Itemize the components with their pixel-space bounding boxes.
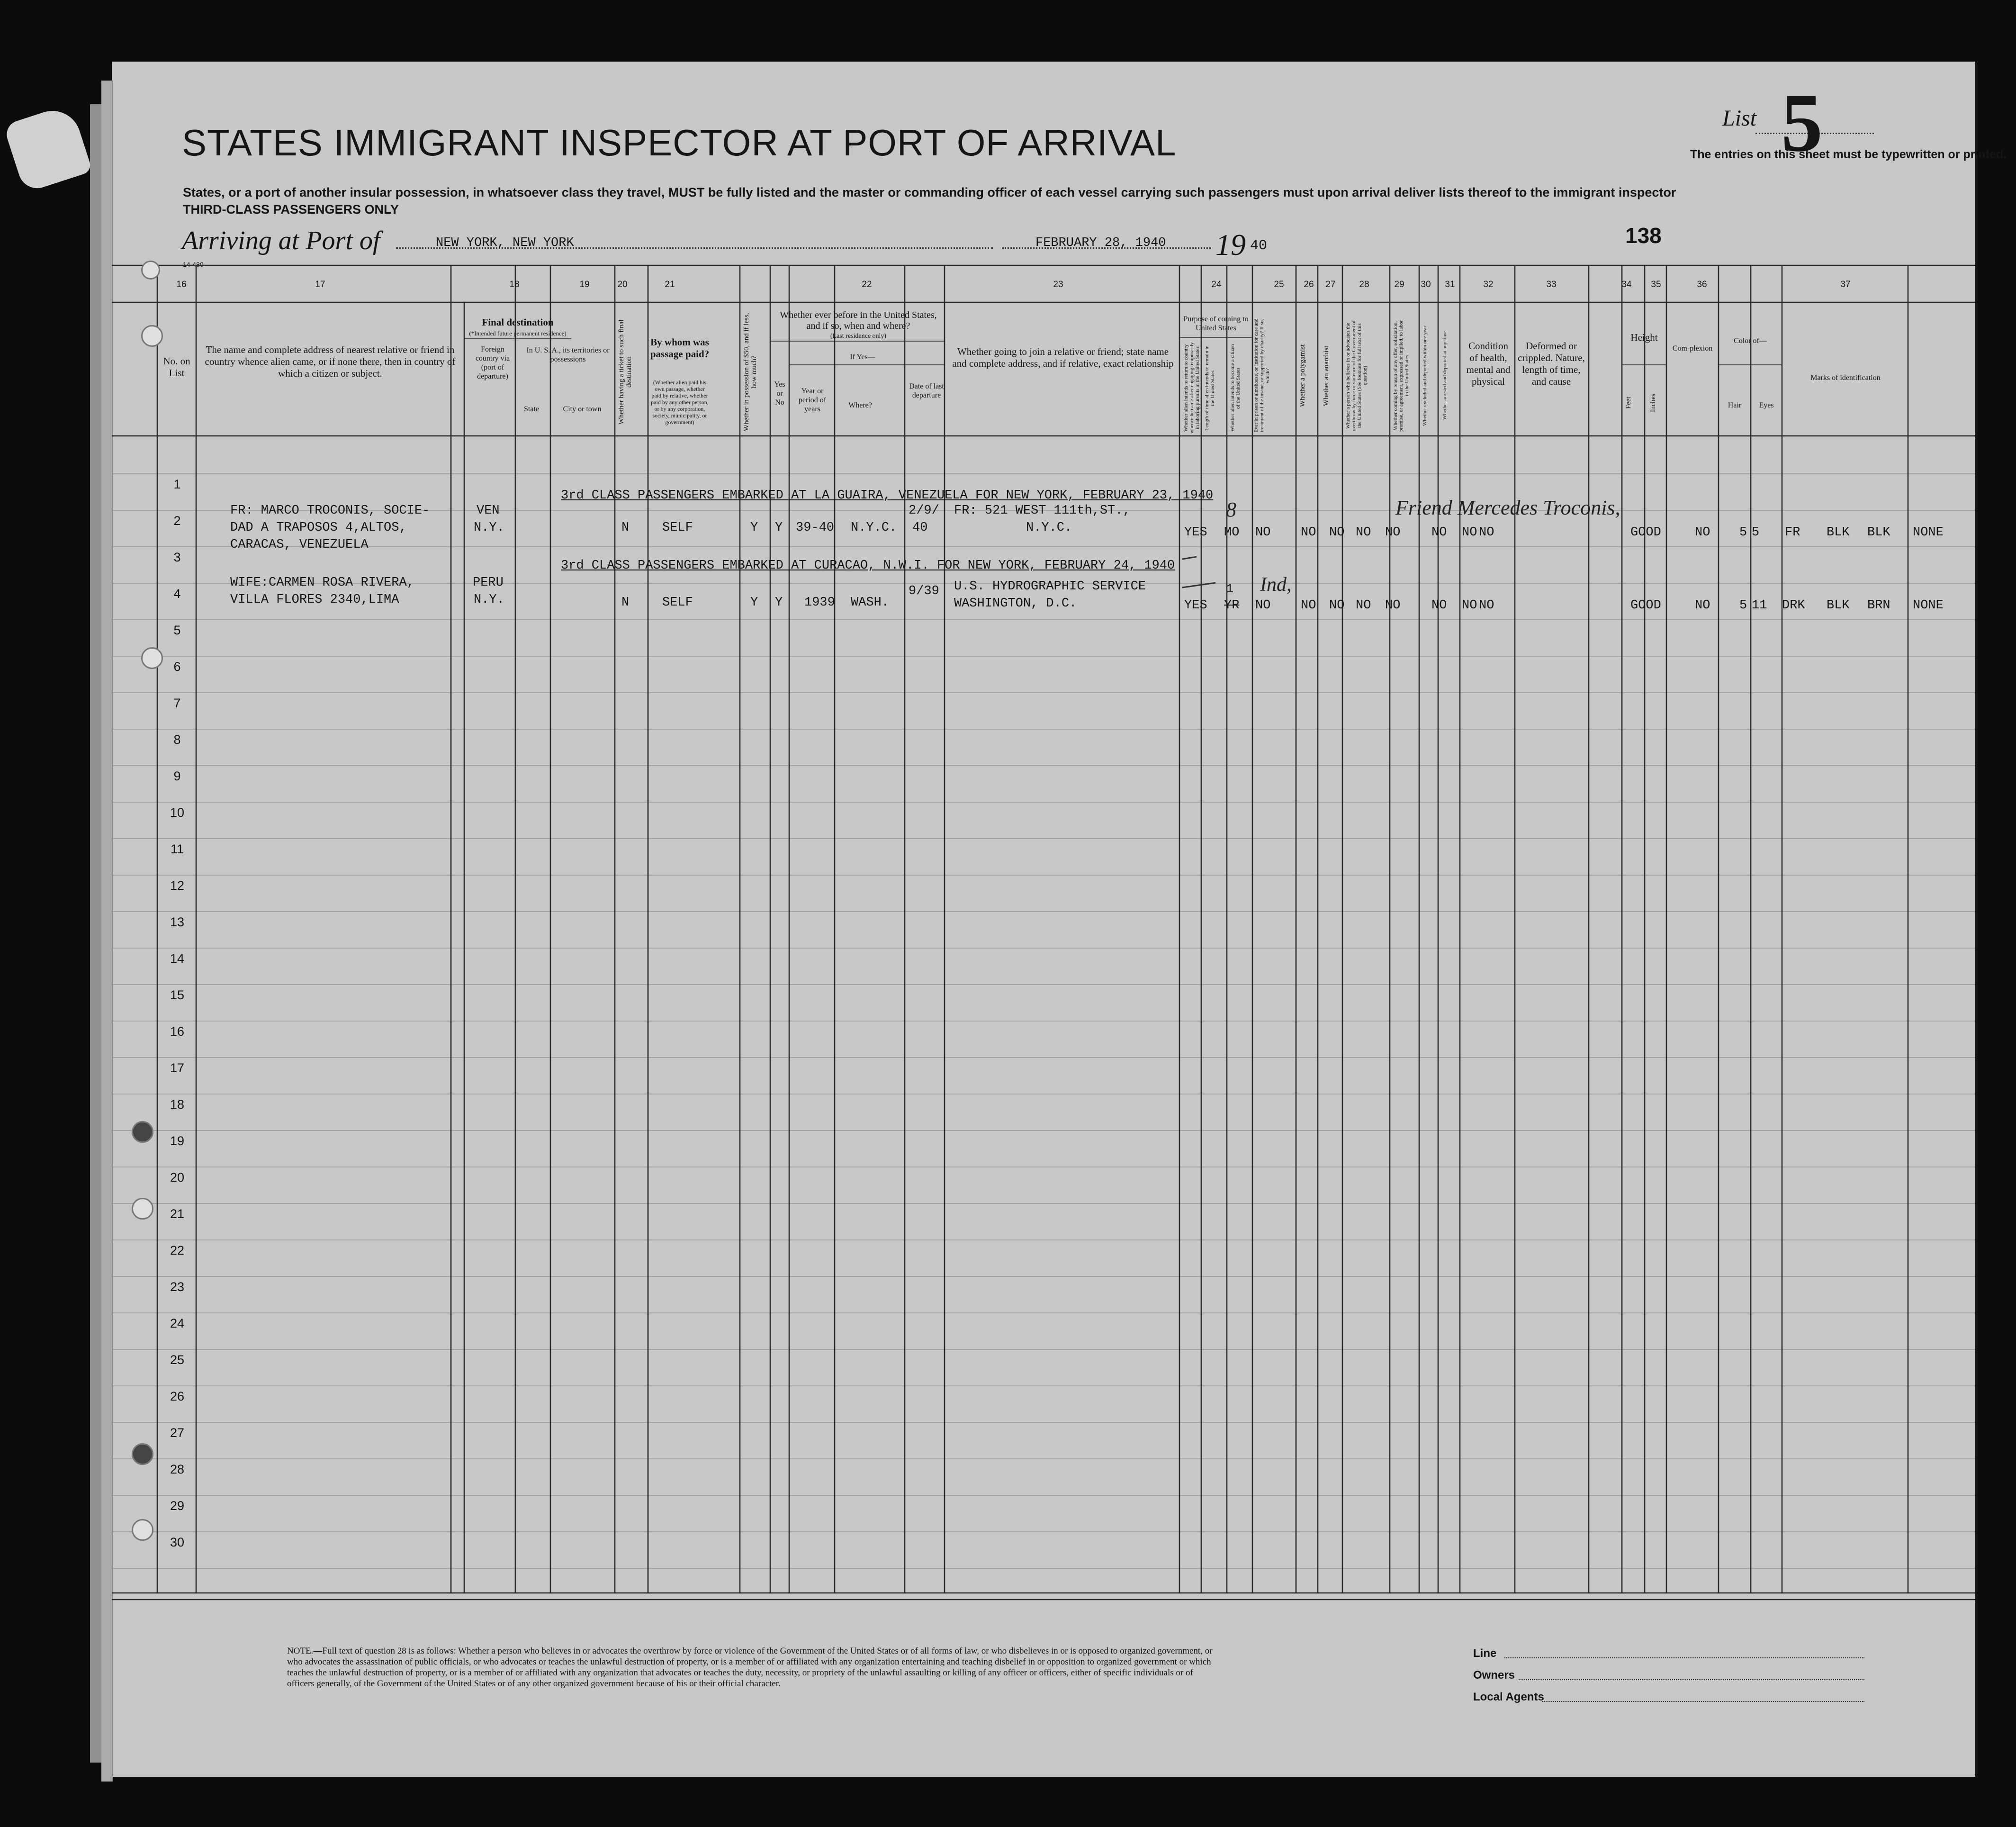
polygamist: NO bbox=[1329, 525, 1345, 540]
col-num: 30 bbox=[1421, 280, 1431, 289]
ticket: N bbox=[621, 521, 630, 535]
anarchist: NO bbox=[1356, 598, 1371, 613]
col-num: 32 bbox=[1483, 280, 1494, 289]
where: N.Y.C. bbox=[851, 521, 897, 535]
col-num: 35 bbox=[1651, 280, 1661, 289]
col-num: 29 bbox=[1394, 280, 1404, 289]
hair: BLK bbox=[1827, 525, 1850, 540]
row-number: 27 bbox=[170, 1426, 185, 1440]
join-city: N.Y.C. bbox=[1026, 521, 1072, 535]
purpose-b: 8 bbox=[1226, 498, 1236, 521]
list-note: The entries on this sheet must be typewritten or printed. bbox=[1690, 148, 2007, 161]
row-number: 8 bbox=[173, 733, 181, 747]
col-num: 28 bbox=[1359, 280, 1369, 289]
row-number: 15 bbox=[170, 988, 185, 1002]
money: Y bbox=[750, 521, 758, 535]
purpose-a: YES bbox=[1184, 525, 1207, 540]
header-q31: Whether arrested and deported at any time bbox=[1442, 331, 1448, 420]
prison: NO bbox=[1301, 598, 1316, 613]
header-purpose-c: Whether alien intends to become a citizen of the United States bbox=[1230, 344, 1241, 432]
row-number: 14 bbox=[170, 951, 185, 966]
q29: NO bbox=[1431, 525, 1447, 540]
col-num: 25 bbox=[1274, 280, 1284, 289]
row-number: 23 bbox=[170, 1280, 185, 1294]
header-complexion: Com-plexion bbox=[1672, 344, 1713, 353]
header-date-last-departure: Date of last departure bbox=[909, 382, 944, 399]
col-num: 26 bbox=[1304, 280, 1314, 289]
row-number: 7 bbox=[173, 696, 181, 710]
binder-hole bbox=[132, 1121, 153, 1143]
header-ever-before: Whether ever before in the United States, and if so, when and where? bbox=[780, 310, 937, 331]
page-stack-edge bbox=[101, 81, 113, 1782]
header-where: Where? bbox=[848, 401, 872, 409]
prison: NO bbox=[1301, 525, 1316, 540]
relative-address-line: FR: MARCO TROCONIS, SOCIE- bbox=[230, 504, 430, 518]
page-stack-edge-2 bbox=[90, 104, 101, 1763]
col-num: 24 bbox=[1211, 280, 1222, 289]
join-city: WASHINGTON, D.C. bbox=[954, 597, 1077, 611]
pencil-stroke bbox=[1182, 583, 1215, 588]
col-num: 16 bbox=[176, 280, 187, 289]
relative-address-line: CARACAS, VENEZUELA bbox=[230, 538, 369, 552]
header-anarchist: Whether an anarchist bbox=[1323, 345, 1330, 406]
col-num: 27 bbox=[1325, 280, 1336, 289]
header-passage-paid: By whom was passage paid? bbox=[650, 336, 710, 360]
footer-line-rule bbox=[1504, 1657, 1864, 1658]
purpose-a: YES bbox=[1184, 598, 1207, 613]
header-q29: Whether coming by reason of any offer, solicitation, promise, or agreement, expressed or implied, to labor in the United States bbox=[1393, 320, 1410, 432]
row-number: 9 bbox=[173, 769, 181, 783]
purpose-c: NO bbox=[1255, 598, 1271, 613]
port-value: NEW YORK, NEW YORK bbox=[436, 236, 574, 250]
list-number: 5 bbox=[1781, 77, 1823, 169]
row-number: 10 bbox=[170, 805, 185, 820]
inches: 11 bbox=[1752, 598, 1767, 613]
row-number: 20 bbox=[170, 1170, 185, 1185]
footnote-q28: NOTE.—Full text of question 28 is as follows: Whether a person who believes in or advocates the overthrow by force or violence of the Government of the United States or of all forms of law, or who disbelieves in or is opposed to organized government, or who advocates the assassination of public officials, or who advocates or teaches the unlawful destruction of property, or is a member of or affiliated with any organization entertaining and teaching disbelief in or opposition to organized government or which teaches the unlawful destruction of property, or is a member of or affiliated with any organization that advocates or teaches the duty, necessity, or propriety of the unlawful assaulting or killing of any officer or officers, either of specific individuals or of officers generally, of the Government of the United States or of any other organized government because of his or their official character. bbox=[287, 1646, 1213, 1689]
join-address: FR: 521 WEST 111th,ST., bbox=[954, 504, 1131, 518]
marks: NONE bbox=[1913, 598, 1944, 613]
manifest-sheet bbox=[112, 62, 2007, 1777]
q28: NO bbox=[1385, 525, 1401, 540]
last-departure: 9/39 bbox=[909, 584, 939, 598]
col-num: 17 bbox=[315, 280, 325, 289]
header-q28: Whether a person who believes in or advocates the overthrow by force or violence of the Government of the United States (See footnote for full text of this question) bbox=[1345, 320, 1368, 431]
year-prefix: 19 bbox=[1215, 228, 1246, 262]
header-yes-or-no: Yes or No bbox=[774, 380, 785, 407]
row-number: 22 bbox=[170, 1243, 185, 1257]
col-num: 36 bbox=[1697, 280, 1707, 289]
ever-before: Y bbox=[775, 521, 783, 535]
column-rules bbox=[157, 265, 1908, 1593]
col-num: 37 bbox=[1840, 280, 1851, 289]
ticket: N bbox=[621, 596, 630, 610]
hair: BLK bbox=[1827, 598, 1850, 613]
header-possession-50: Whether in possession of $50, and if less, how much? bbox=[743, 313, 758, 431]
date-value: FEBRUARY 28, 1940 bbox=[1035, 236, 1166, 250]
header-eyes: Eyes bbox=[1759, 401, 1774, 409]
header-feet: Feet bbox=[1625, 397, 1632, 409]
handwritten-annotation: Ind, bbox=[1260, 574, 1292, 596]
header-q30: Whether excluded and deported within one year bbox=[1422, 326, 1428, 426]
header-prison: Ever in prison or almshouse, or institution for care and treatment of the insane, or supported by charity? If so, which? bbox=[1253, 318, 1270, 433]
feet: 5 bbox=[1739, 598, 1747, 613]
relative-address-line: DAD A TRAPOSOS 4,ALTOS, bbox=[230, 521, 407, 535]
ever-before: Y bbox=[775, 596, 783, 610]
purpose-c: NO bbox=[1255, 525, 1271, 540]
header-marks: Marks of identification bbox=[1810, 374, 1881, 382]
row-number: 11 bbox=[170, 842, 184, 856]
header-ticket: Whether having a ticket to such final destination bbox=[618, 319, 633, 425]
destination-state: N.Y. bbox=[474, 593, 504, 607]
polygamist: NO bbox=[1329, 598, 1345, 613]
frame-rules bbox=[112, 265, 1975, 1600]
list-label: List bbox=[1722, 106, 1757, 131]
purpose-b-unit: YR bbox=[1224, 598, 1240, 613]
deformed: NO bbox=[1695, 525, 1710, 540]
eyes: BLK bbox=[1867, 525, 1890, 540]
col-num: 21 bbox=[665, 280, 675, 289]
q30: NO bbox=[1462, 598, 1477, 613]
row-number: 2 bbox=[173, 514, 181, 528]
header-state: State bbox=[524, 405, 539, 413]
section-heading-la-guaira: 3rd CLASS PASSENGERS EMBARKED AT LA GUAIRA, VENEZUELA FOR NEW YORK, FEBRUARY 23, 1940 bbox=[561, 488, 1214, 503]
footer-agents-rule bbox=[1542, 1701, 1864, 1702]
table-grid bbox=[112, 62, 1975, 1777]
last-departure-year: 40 bbox=[912, 521, 928, 535]
row-number: 12 bbox=[170, 878, 185, 893]
health: GOOD bbox=[1630, 525, 1661, 540]
header-purpose-b: Length of time alien intends to remain in the United States bbox=[1204, 345, 1215, 431]
form-title: STATES IMMIGRANT INSPECTOR AT PORT OF ARRIVAL bbox=[182, 122, 1177, 163]
pencil-check-marks bbox=[1173, 554, 1268, 602]
binder-hole bbox=[141, 647, 163, 669]
header-purpose-a: Whether alien intends to return to country whence he came after engaging temporarily in laboring pursuits in the United States bbox=[1183, 342, 1200, 434]
row-number: 16 bbox=[170, 1024, 185, 1039]
q29: NO bbox=[1431, 598, 1447, 613]
col-num: 23 bbox=[1053, 280, 1063, 289]
row-number: 25 bbox=[170, 1353, 185, 1367]
relative-address-line: WIFE:CARMEN ROSA RIVERA, bbox=[230, 576, 414, 590]
handwritten-annotation: Friend Mercedes Troconis, bbox=[1395, 496, 1620, 519]
feet: 5 bbox=[1739, 525, 1747, 540]
where: WASH. bbox=[851, 596, 890, 610]
footer-agents-label: Local Agents bbox=[1473, 1691, 1544, 1703]
class-note: THIRD-CLASS PASSENGERS ONLY bbox=[183, 202, 399, 217]
foreign-port: PERU bbox=[473, 576, 504, 590]
marks: NONE bbox=[1913, 525, 1944, 540]
header-last-residence-only: (Last residence only) bbox=[830, 333, 887, 340]
header-passage-paid-note: (Whether alien paid his own passage, whether paid by relative, whether paid by any other person, or by any corporation, society, municipality, or government) bbox=[651, 379, 709, 425]
footer-owners-rule bbox=[1519, 1679, 1864, 1680]
col-num: 20 bbox=[617, 280, 628, 289]
col-num: 19 bbox=[579, 280, 590, 289]
anarchist: NO bbox=[1356, 525, 1371, 540]
pencil-stroke bbox=[1182, 557, 1197, 559]
row-number: 26 bbox=[170, 1389, 185, 1403]
header-inches: Inches bbox=[1649, 393, 1657, 412]
binder-hole bbox=[141, 325, 163, 347]
q30: NO bbox=[1462, 525, 1477, 540]
row-number: 1 bbox=[173, 477, 181, 491]
header-in-usa: In U. S. A., its territories or possessions bbox=[526, 346, 610, 363]
years: 1939 bbox=[804, 596, 835, 610]
col-num: 31 bbox=[1445, 280, 1455, 289]
header-if-yes: If Yes— bbox=[850, 353, 875, 361]
q31: NO bbox=[1479, 598, 1494, 613]
row-number: 5 bbox=[173, 623, 181, 637]
header-relative-abroad: The name and complete address of nearest relative or friend in country whence alien came, or if none there, then in country of which a citizen or subject. bbox=[205, 344, 456, 379]
foreign-port: VEN bbox=[477, 504, 500, 518]
purpose-b-unit: MO bbox=[1224, 525, 1240, 540]
binder-hole bbox=[132, 1519, 153, 1541]
row-number: 29 bbox=[170, 1499, 185, 1513]
q31: NO bbox=[1479, 525, 1494, 540]
header-color-of: Color of— bbox=[1734, 337, 1767, 345]
header-purpose: Purpose of coming to United States bbox=[1183, 315, 1249, 332]
row-number: 30 bbox=[170, 1535, 185, 1549]
header-hair: Hair bbox=[1728, 401, 1742, 409]
header-deformed: Deformed or crippled. Nature, length of time, and cause bbox=[1518, 340, 1585, 387]
row-number: 24 bbox=[170, 1316, 185, 1330]
binder-hole bbox=[132, 1198, 153, 1220]
health: GOOD bbox=[1630, 598, 1661, 613]
row-number: 21 bbox=[170, 1207, 185, 1221]
passage-paid: SELF bbox=[662, 596, 693, 610]
header-polygamist: Whether a polygamist bbox=[1299, 344, 1306, 407]
arriving-label: Arriving at Port of bbox=[182, 226, 380, 255]
header-city: City or town bbox=[563, 405, 602, 413]
row-number: 3 bbox=[173, 550, 181, 564]
destination-state: N.Y. bbox=[474, 521, 504, 535]
row-number: 4 bbox=[173, 587, 181, 601]
last-departure: 2/9/ bbox=[909, 504, 939, 518]
header-final-destination: Final destination bbox=[482, 317, 554, 328]
purpose-b: 1 bbox=[1226, 582, 1234, 597]
header-height: Height bbox=[1630, 332, 1658, 343]
header-foreign-country: Foreign country via (port of departure) bbox=[475, 345, 510, 380]
ruled-lines bbox=[112, 474, 1975, 1568]
deformed: NO bbox=[1695, 598, 1710, 613]
binder-hole bbox=[132, 1443, 153, 1465]
q28: NO bbox=[1385, 598, 1401, 613]
footer-owners-label: Owners bbox=[1473, 1669, 1515, 1682]
col-num: 33 bbox=[1546, 280, 1557, 289]
row-number: 18 bbox=[170, 1097, 185, 1112]
row-number: 17 bbox=[170, 1061, 185, 1075]
money: Y bbox=[750, 596, 758, 610]
header-no-on-list: No. on List bbox=[163, 355, 190, 379]
year-suffix: 40 bbox=[1250, 238, 1268, 254]
years: 39-40 bbox=[796, 521, 835, 535]
inches: 5 bbox=[1752, 525, 1760, 540]
header-final-destination-note: (*Intended future permanent residence) bbox=[469, 330, 567, 337]
complexion: DRK bbox=[1782, 598, 1805, 613]
row-number: 19 bbox=[170, 1134, 185, 1148]
binder-hole bbox=[141, 261, 160, 280]
eyes: BRN bbox=[1867, 598, 1890, 613]
header-health: Condition of health, mental and physical bbox=[1466, 340, 1511, 387]
row-number: 6 bbox=[173, 660, 181, 674]
instructions-line: States, or a port of another insular possession, in whatsoever class they travel, MUST be fully listed and the master or commanding officer of each vessel carrying such passengers must upon arrival deliver lists thereof to the immigrant inspector bbox=[183, 185, 1676, 199]
complexion: FR bbox=[1785, 525, 1800, 540]
passage-paid: SELF bbox=[662, 521, 693, 535]
footer-line-label: Line bbox=[1473, 1647, 1497, 1660]
page-number: 138 bbox=[1625, 223, 1662, 248]
header-join-relative: Whether going to join a relative or friend; state name and complete address, and if relative, exact relationship bbox=[952, 346, 1174, 369]
row-number: 13 bbox=[170, 915, 185, 929]
form-code: 14-480 bbox=[183, 261, 204, 268]
section-heading-curacao: 3rd CLASS PASSENGERS EMBARKED AT CURACAO, N.W.I. FOR NEW YORK, FEBRUARY 24, 1940 bbox=[561, 559, 1175, 573]
col-num: 22 bbox=[862, 280, 872, 289]
col-num: 18 bbox=[509, 280, 520, 289]
row-number: 28 bbox=[170, 1462, 185, 1476]
relative-address-line: VILLA FLORES 2340,LIMA bbox=[230, 593, 399, 607]
header-year-period: Year or period of years bbox=[798, 387, 827, 413]
col-num: 34 bbox=[1621, 280, 1632, 289]
torn-paper-corner bbox=[3, 103, 92, 193]
join-address: U.S. HYDROGRAPHIC SERVICE bbox=[954, 579, 1146, 594]
